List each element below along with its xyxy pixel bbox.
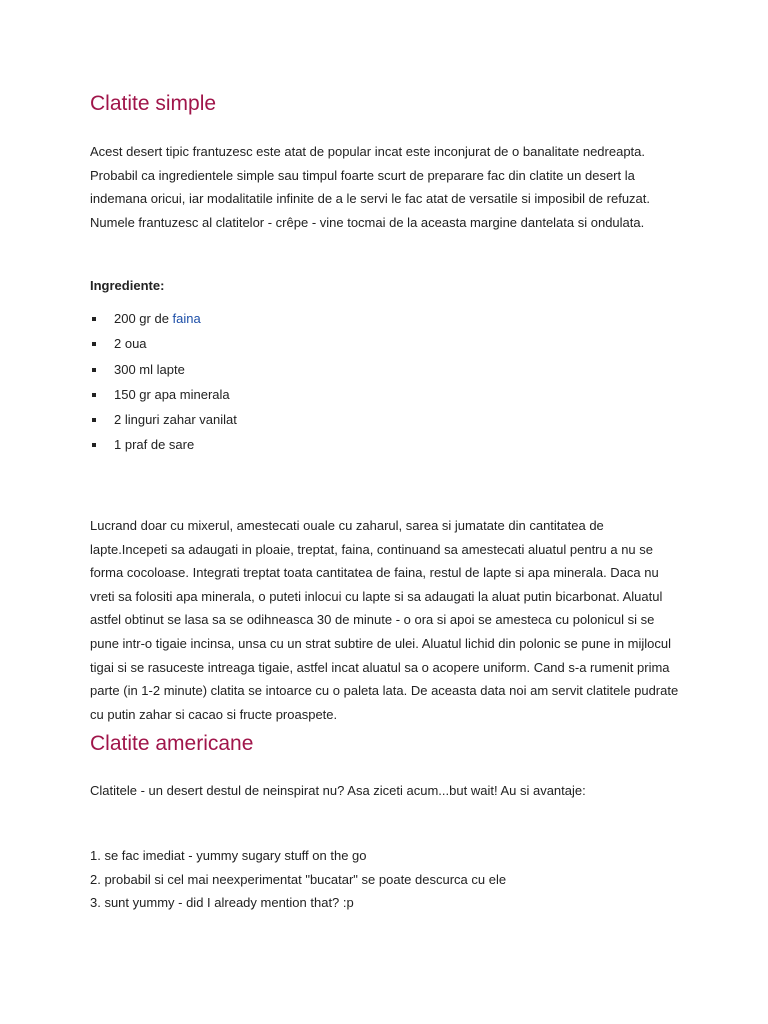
section-title-clatite-americane: Clatite americane — [90, 732, 254, 755]
advantage-item: 3. sunt yummy - did I already mention that? :p — [90, 895, 354, 910]
ingredients-list — [90, 306, 237, 458]
advantage-item: 1. se fac imediat - yummy sugary stuff on the go — [90, 848, 367, 863]
advantages-list — [90, 844, 506, 915]
ingredient-item: 2 linguri zahar vanilat — [90, 407, 237, 432]
section-title-clatite-simple: Clatite simple — [90, 92, 217, 115]
bullet-icon — [92, 393, 96, 397]
ingredient-item: 150 gr apa minerala — [90, 382, 237, 407]
americane-intro-paragraph: Clatitele - un desert destul de neinspirat nu? Asa ziceti acum...but wait! Au si avantaje: — [90, 783, 586, 798]
ingredient-item: 2 oua — [90, 331, 237, 356]
bullet-icon — [92, 342, 96, 346]
bullet-icon — [92, 443, 96, 447]
ingredient-item: 200 gr de faina — [90, 306, 237, 331]
faina-link[interactable]: faina — [172, 311, 201, 326]
ingredient-item: 300 ml lapte — [90, 357, 237, 382]
bullet-icon — [92, 418, 96, 422]
bullet-icon — [92, 317, 96, 321]
intro-paragraph: Acest desert tipic frantuzesc este atat de popular incat este inconjurat de o banalitate nedreapta. Probabil ca ingredientele simple sau timpul foarte scurt de preparare fac din clatite un desert la indemana oricui, iar modalitatile infinite de a le servi le fac atat de versatile si imposibil de refuzat. Numele frantuzesc al clatitelor - crêpe - vine tocmai de la aceasta margine dantelata si ondulata. — [90, 144, 650, 230]
method-paragraph: Lucrand doar cu mixerul, amestecati ouale cu zaharul, sarea si jumatate din cantitatea de lapte.Incepeti sa adaugati in ploaie, treptat, faina, continuand sa amestecati aluatul pentru a nu se forma cocoloase. Integrati treptat toata cantitatea de faina, restul de lapte si apa minerala. Daca nu vreti sa folositi apa minerala, o puteti inlocui cu lapte si sa adaugati la aluat putin bicarbonat. Aluatul astfel obtinut se lasa sa se odihneasca 30 de minute - o ora si apoi se amesteca cu polonicul si se pune intr-o tigaie incinsa, unsa cu un strat subtire de ulei. Aluatul lichid din polonic se pune in mijlocul tigai si se rasuceste intreaga tigaie, astfel incat aluatul sa o acopere uniform. Cand s-a rumenit prima parte (in 1-2 minute) clatita se intoarce cu o paleta lata. De aceasta data noi am servit clatitele pudrate cu putin zahar si cacao si fructe proaspete. — [90, 518, 679, 722]
ingredient-item: 1 praf de sare — [90, 432, 237, 457]
advantage-item: 2. probabil si cel mai neexperimentat "bucatar" se poate descurca cu ele — [90, 871, 507, 887]
bullet-icon — [92, 368, 96, 372]
ingredients-heading: Ingrediente: — [90, 278, 165, 293]
